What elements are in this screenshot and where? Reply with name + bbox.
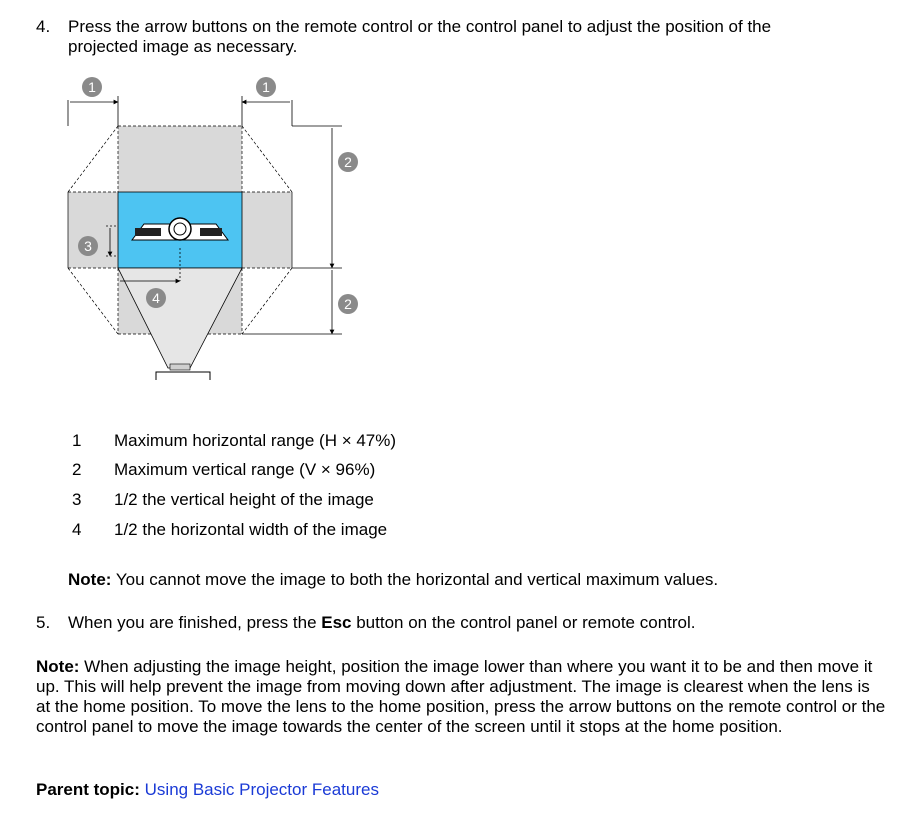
legend-num: 2: [72, 460, 82, 479]
esc-button-label: Esc: [321, 613, 352, 632]
note-image-height: [36, 657, 886, 737]
legend-text: 1/2 the horizontal width of the image: [114, 520, 388, 539]
parent-topic-label: Parent topic:: [36, 780, 140, 799]
legend-text: 1/2 the vertical height of the image: [114, 490, 374, 509]
legend-num: 4: [72, 520, 82, 539]
step-5-number: 5.: [36, 613, 51, 632]
parent-topic: [36, 780, 379, 800]
callout-3-label: 3: [84, 238, 92, 254]
parent-topic-link[interactable]: Using Basic Projector Features: [144, 780, 379, 799]
note-max-values: [68, 570, 718, 590]
callout-4: [146, 288, 166, 308]
legend-num: 1: [72, 431, 82, 450]
projector-stand: [156, 372, 210, 380]
callout-1-right: [256, 77, 276, 97]
lens-shift-diagram: [60, 76, 360, 386]
callout-2-bottom: [338, 294, 358, 314]
callout-3: [78, 236, 98, 256]
callout-2-bottom-label: 2: [344, 296, 352, 312]
callout-1-right-label: 1: [262, 79, 270, 95]
step-4-line-1: Press the arrow buttons on the remote control or the control panel to adjust the position of the: [68, 17, 772, 36]
note-label: Note:: [68, 570, 112, 589]
note-text: You cannot move the image to both the horizontal and vertical maximum values.: [111, 570, 719, 589]
legend-num: 3: [72, 490, 82, 509]
callout-2-top-label: 2: [344, 154, 352, 170]
callout-4-label: 4: [152, 290, 160, 306]
step-4-text: [68, 17, 858, 57]
callout-2-top: [338, 152, 358, 172]
callout-1-left-label: 1: [88, 79, 96, 95]
step-5-text: [68, 613, 858, 633]
legend-text: Maximum vertical range (V × 96%): [114, 460, 376, 479]
step-4-number: 4.: [36, 17, 51, 36]
step-5-text-before: When you are finished, press the: [68, 613, 322, 632]
callout-1-left: [82, 77, 102, 97]
note-label: Note:: [36, 657, 80, 676]
step-4-line-2: projected image as necessary.: [68, 37, 298, 56]
legend-text: Maximum horizontal range (H × 47%): [114, 431, 397, 450]
step-5-text-after: button on the control panel or remote control.: [351, 613, 696, 632]
note-text: When adjusting the image height, position the image lower than where you want it to be and then move it up. This will help prevent the image from moving down after adjustment. The image is clearest when the lens is at the home position. To move the lens to the home position, press the arrow buttons on the remote control or the control panel to move the image towards the center of the screen until it stops at the home position.: [36, 657, 886, 736]
